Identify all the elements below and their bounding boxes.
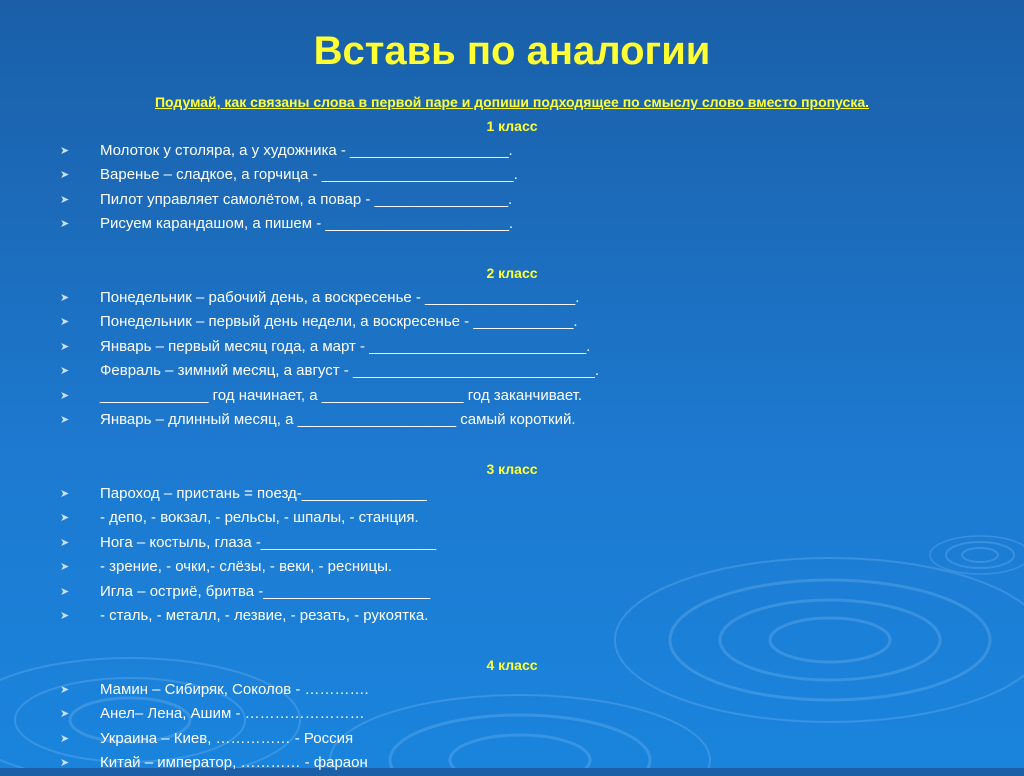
arrow-bullet-icon: ➤ bbox=[60, 340, 70, 353]
list-item: ➤ Январь – длинный месяц, а ___________________ самый короткий. bbox=[0, 408, 1024, 433]
list-item: ➤ Январь – первый месяц года, а март - __________________________. bbox=[0, 335, 1024, 360]
grade-heading-2: 2 класс bbox=[486, 265, 538, 281]
list-item: ➤ - депо, - вокзал, - рельсы, - шпалы, - станция. bbox=[0, 506, 1024, 531]
list-item: ➤ Мамин – Сибиряк, Соколов - …………. bbox=[0, 678, 1024, 703]
arrow-bullet-icon: ➤ bbox=[60, 365, 70, 377]
arrow-bullet-icon: ➤ bbox=[60, 610, 70, 622]
arrow-bullet-icon: ➤ bbox=[60, 536, 70, 549]
list-item: ➤ Украина – Киев, …………… - Россия bbox=[0, 727, 1024, 752]
arrow-bullet-icon: ➤ bbox=[60, 732, 70, 745]
arrow-bullet-icon: ➤ bbox=[60, 585, 70, 598]
grade-heading-4: 4 класс bbox=[486, 657, 538, 673]
arrow-bullet-icon: ➤ bbox=[60, 708, 70, 720]
arrow-bullet-icon: ➤ bbox=[60, 193, 70, 206]
list-item: ➤ Игла – остриё, бритва -____________________ bbox=[0, 580, 1024, 605]
list-item: ➤ - сталь, - металл, - лезвие, - резать, - рукоятка. bbox=[0, 604, 1024, 629]
arrow-bullet-icon: ➤ bbox=[60, 757, 70, 769]
exercise-list bbox=[0, 114, 1024, 776]
list-item: ➤ - зрение, - очки,- слёзы, - веки, - ресницы. bbox=[0, 555, 1024, 580]
list-item: ➤ Анел– Лена, Ашим - …………………… bbox=[0, 702, 1024, 727]
arrow-bullet-icon: ➤ bbox=[60, 316, 70, 328]
arrow-bullet-icon: ➤ bbox=[60, 389, 70, 402]
arrow-bullet-icon: ➤ bbox=[60, 487, 70, 500]
section-gap bbox=[0, 629, 1024, 654]
list-item: ➤ Понедельник – рабочий день, а воскресенье - __________________. bbox=[0, 286, 1024, 311]
grade-heading-1: 1 класс bbox=[486, 118, 538, 134]
list-item: ➤ Пароход – пристань = поезд-_______________ bbox=[0, 482, 1024, 507]
list-item: ➤ _____________ год начинает, а _________________ год заканчивает. bbox=[0, 384, 1024, 409]
arrow-bullet-icon: ➤ bbox=[60, 291, 70, 304]
arrow-bullet-icon: ➤ bbox=[60, 144, 70, 157]
list-item: ➤ Пилот управляет самолётом, а повар - ________________. bbox=[0, 188, 1024, 213]
arrow-bullet-icon: ➤ bbox=[60, 561, 70, 573]
slide-title: Вставь по аналогии bbox=[313, 29, 711, 73]
arrow-bullet-icon: ➤ bbox=[60, 169, 70, 181]
arrow-bullet-icon: ➤ bbox=[60, 683, 70, 696]
arrow-bullet-icon: ➤ bbox=[60, 414, 70, 426]
list-item: ➤ Понедельник – первый день недели, а воскресенье - ____________. bbox=[0, 310, 1024, 335]
arrow-bullet-icon: ➤ bbox=[60, 512, 70, 524]
section-gap bbox=[0, 433, 1024, 458]
list-item: ➤ Варенье – сладкое, а горчица - _______________________. bbox=[0, 163, 1024, 188]
list-item: ➤ Китай – император, ………… - фараон bbox=[0, 751, 1024, 776]
list-item: ➤ Молоток у столяра, а у художника - ___________________. bbox=[0, 139, 1024, 164]
list-item: ➤ Февраль – зимний месяц, а август - _____________________________. bbox=[0, 359, 1024, 384]
list-item: ➤ Нога – костыль, глаза -_____________________ bbox=[0, 531, 1024, 556]
list-item: ➤ Рисуем карандашом, а пишем - ______________________. bbox=[0, 212, 1024, 237]
instruction-text: Подумай, как связаны слова в первой паре и допиши подходящее по смыслу слово вместо пропуска. bbox=[154, 94, 870, 110]
section-gap bbox=[0, 237, 1024, 262]
arrow-bullet-icon: ➤ bbox=[60, 218, 70, 230]
grade-heading-3: 3 класс bbox=[486, 461, 538, 477]
